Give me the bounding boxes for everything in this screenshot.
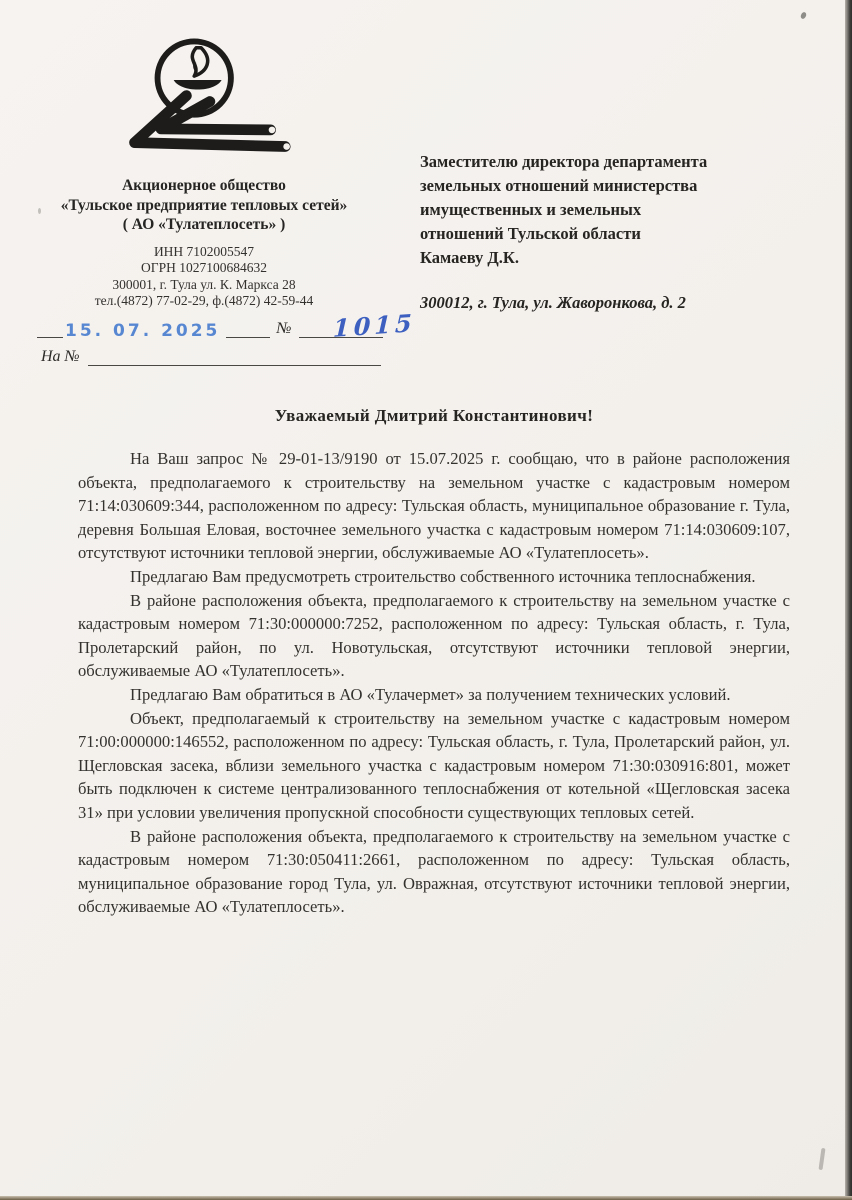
scan-speck [818, 1148, 825, 1170]
blank-line [226, 317, 270, 338]
recipient-line: Заместителю директора департамента [420, 152, 708, 171]
paragraph: В районе расположения объекта, предполагаемого к строительству на земельном участке с кадастровым номером 71:30:000000:7252, расположенном по адресу: Тульская область, г. Тула, Пролетарский район, по ул. Новотульская, отсутствуют источники тепловой энергии, обслуживаемые АО «Тулатеплосеть». [78, 590, 790, 681]
letterhead [15, 36, 417, 366]
number-line [299, 307, 417, 343]
paragraph: Предлагаю Вам обратиться в АО «Тулачермет» за получением технических условий. [130, 684, 731, 704]
recipient-line: имущественных и земельных [420, 200, 642, 219]
company-name-block [15, 176, 393, 235]
date-stamp: 15. 07. 2025 [65, 320, 221, 341]
recipient-address: 300012, г. Тула, ул. Жаворонкова, д. 2 [420, 293, 686, 312]
company-phone: тел.(4872) 77-02-29, ф.(4872) 42-59-44 [94, 293, 314, 308]
scan-edge-shadow [845, 0, 852, 1200]
pipe-end-hole [283, 143, 290, 150]
company-name-line: ( АО «Тулатеплосеть» ) [122, 216, 286, 233]
paragraph: Предлагаю Вам предусмотреть строительство собственного источника теплоснабжения. [130, 566, 756, 586]
company-inn: ИНН 7102005547 [153, 243, 255, 259]
company-logo [106, 36, 302, 170]
number-label: № [276, 319, 292, 337]
paragraph: На Ваш запрос № 29-01-13/9190 от 15.07.2025 г. сообщаю, что в районе расположения объекта, предполагаемого к строительству на земельном участке с кадастровым номером 71:14:030609:344, расположенном по адресу: Тульская область, муниципальное образование г. Тула, деревня Большая Еловая, восточнее земельного участка с кадастровым номером 71:14:030609:107, отсутствуют источники тепловой энергии, обслуживаемые АО «Тулатеплосеть». [78, 449, 790, 563]
outgoing-number-row [15, 307, 417, 343]
paragraph: Объект, предполагаемый к строительству на земельном участке с кадастровым номером 71:00:000000:146552, расположенном по адресу: Тульская область, г. Тула, Пролетарский район, ул. Щегловская засека, вблизи земельного участка с кадастровым номером 71:30:030916:801, может быть подключен к системе централизованного теплоснабжения от котельной «Щегловская засека 31» при условии увеличения пропускной способности существующих тепловых сетей. [78, 708, 790, 822]
scan-speck [800, 11, 807, 19]
salutation: Уважаемый Дмитрий Константинович! [274, 406, 594, 425]
company-address: 300001, г. Тула ул. К. Маркса 28 [112, 276, 296, 292]
recipient-block [420, 150, 802, 315]
letter-body [78, 447, 790, 919]
company-name-line: Акционерное общество [122, 177, 286, 194]
reference-number-row [15, 342, 393, 366]
scan-edge-shadow [0, 1196, 852, 1200]
handwritten-outgoing-number: 1015 [333, 307, 417, 343]
paragraph: В районе расположения объекта, предполагаемого к строительству на земельном участке с кадастровым номером 71:30:050411:2661, расположенном по адресу: Тульская область, муниципальное образование город Тула, ул. Овражная, отсутствуют источники тепловой энергии, обслуживаемые АО «Тулатеплосеть». [78, 826, 790, 917]
blank-line [37, 317, 63, 338]
company-details-block [15, 244, 393, 310]
recipient-name: Камаеву Д.К. [420, 248, 519, 267]
recipient-line: земельных отношений министерства [420, 176, 698, 195]
pipe-end-hole [269, 127, 276, 134]
blank-line [88, 345, 381, 366]
scan-speck [38, 208, 41, 214]
company-name-line: «Тульское предприятие тепловых сетей» [60, 196, 348, 214]
recipient-line: отношений Тульской области [420, 224, 641, 243]
reference-label: На № [41, 347, 80, 365]
company-ogrn: ОГРН 1027100684632 [141, 260, 267, 275]
